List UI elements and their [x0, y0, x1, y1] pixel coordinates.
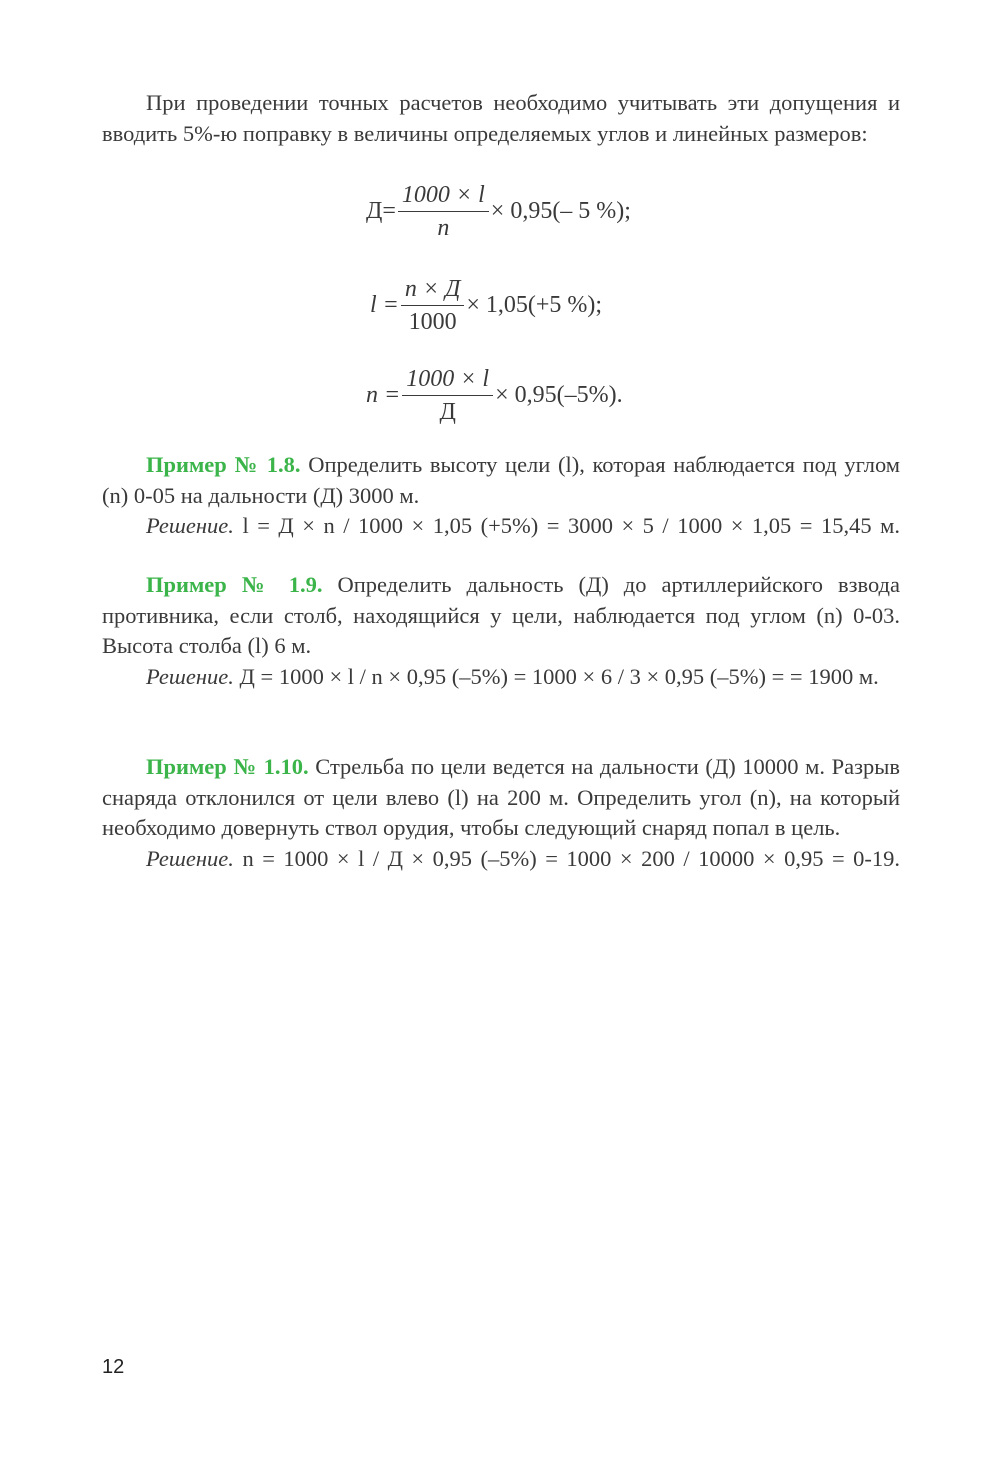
formula-angle-lhs: n =	[366, 382, 401, 408]
example-1-9-solution-label: Решение.	[146, 663, 234, 689]
example-1-8-solution: l = Д × n / 1000 × 1,05 (+5%) = 3000 × 5 / 1000 × 1,05 = 15,45 м.	[242, 513, 900, 538]
example-1-10	[102, 752, 900, 874]
formula-angle-denominator: Д	[439, 399, 456, 425]
example-1-10-heading: Пример № 1.10.	[146, 754, 309, 779]
intro-paragraph	[102, 88, 900, 149]
page-number: 12	[102, 1356, 125, 1378]
formula-distance-lhs: Д=	[366, 198, 396, 224]
example-1-8-text: Определить высоту цели (l), которая наблюдается под углом (n) 0-05 на дальности (Д) 3000 м.	[102, 452, 901, 508]
formula-distance-rhs: × 0,95(– 5 %);	[490, 198, 631, 224]
formula-distance-denominator: n	[437, 215, 450, 241]
formula-angle	[366, 366, 623, 425]
example-1-9-solution: Д = 1000 × l / n × 0,95 (–5%) = 1000 × 6 / 3 × 0,95 (–5%) = = 1900 м.	[239, 663, 879, 689]
formula-distance	[366, 182, 631, 241]
formula-size	[370, 276, 602, 335]
formula-angle-fraction	[402, 366, 493, 425]
formula-size-lhs: l =	[370, 292, 399, 318]
example-1-8-solution-label: Решение.	[146, 513, 234, 538]
formula-distance-fraction	[398, 182, 489, 241]
formula-size-numerator: n × Д	[401, 276, 464, 306]
intro-text: При проведении точных расчетов необходимо учитывать эти допущения и вводить 5%-ю поправку в величины определяемых углов и линейных размеров:	[102, 90, 900, 146]
example-1-8	[102, 450, 900, 542]
formula-size-denominator: 1000	[408, 309, 457, 335]
example-1-8-heading: Пример № 1.8.	[146, 452, 301, 477]
formula-angle-numerator: 1000 × l	[402, 366, 493, 396]
example-1-9-heading: Пример № 1.9.	[146, 572, 323, 597]
example-1-9-text: Определить дальность (Д) до артиллерийского взвода противника, если столб, находящийся у цели, наблюдается под углом (n) 0-03. Высота столба (l) 6 м.	[102, 572, 900, 658]
formula-distance-numerator: 1000 × l	[398, 182, 489, 212]
formula-size-rhs: × 1,05(+5 %);	[466, 292, 603, 318]
formula-size-fraction	[401, 276, 464, 335]
example-1-10-text: Стрельба по цели ведется на дальности (Д) 10000 м. Разрыв снаряда отклонился от цели влево (l) на 200 м. Определить угол (n), на который необходимо довернуть ствол орудия, чтобы следующий снаряд попал в цель.	[102, 754, 901, 840]
example-1-10-solution: n = 1000 × l / Д × 0,95 (–5%) = 1000 × 200 / 10000 × 0,95 = 0-19.	[242, 845, 901, 871]
formula-angle-rhs: × 0,95(–5%).	[495, 382, 623, 408]
example-1-10-solution-label: Решение.	[146, 845, 234, 871]
example-1-9	[102, 570, 900, 692]
